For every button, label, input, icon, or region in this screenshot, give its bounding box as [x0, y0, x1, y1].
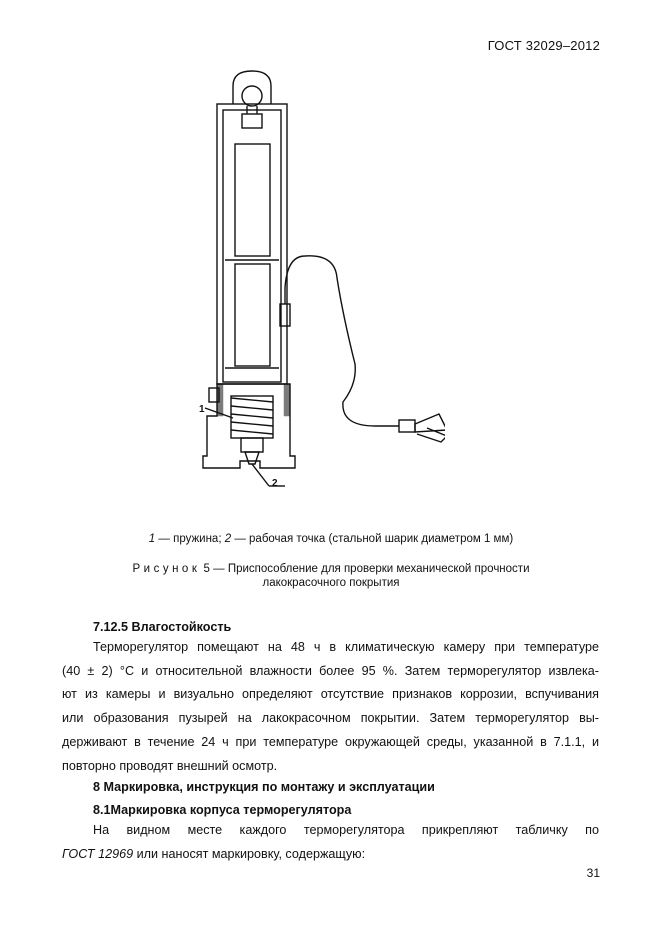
- paragraph-line: [62, 843, 599, 867]
- caption-prefix: Рисунок: [132, 563, 201, 575]
- legend-key-2: 2: [224, 533, 232, 545]
- legend-text-1: — пружина;: [155, 533, 225, 545]
- paragraph-line: ют из камеры и визуально определяют отсутствие признаков коррозии, вспучивания: [62, 687, 599, 702]
- paragraph-line: держивают в течение 24 ч при температуре окружающей среды, указанной в 7.1.1, и: [62, 734, 599, 749]
- legend-key-1: 1: [148, 533, 156, 545]
- alligator-clip: [415, 414, 445, 442]
- outer-tube: [217, 104, 287, 384]
- paragraph-line: Терморегулятор помещают на 48 ч в климатическую камеру при температуре: [93, 640, 599, 654]
- bulb: [242, 86, 262, 106]
- paragraph-text: или наносят маркировку, содержащую:: [133, 846, 366, 861]
- section-heading-8-1: 8.1Маркировка корпуса терморегулятора: [93, 803, 352, 817]
- legend-text-2: — рабочая точка (стальной шарик диаметром 1 мм): [231, 533, 514, 545]
- paragraph-line: или образования пузырей на лакокрасочном покрытии. Затем терморегулятор вы-: [62, 711, 599, 726]
- callout-1: 1: [199, 404, 205, 415]
- section-heading-7-12-5: 7.12.5 Влагостойкость: [93, 620, 232, 634]
- paragraph-line: На видном месте каждого терморегулятора прикрепляют табличку по: [93, 823, 599, 837]
- paragraph-line: повторно проводят внешний осмотр.: [62, 758, 278, 773]
- section-7-12-5-paragraph: [62, 636, 599, 778]
- wire: [285, 256, 399, 426]
- caption-title-line2: лакокрасочного покрытия: [262, 577, 400, 589]
- bulb-cap: [233, 71, 271, 104]
- standard-reference: ГОСТ 12969: [62, 846, 134, 861]
- battery-1: [235, 144, 270, 256]
- apparatus-drawing: [195, 66, 445, 496]
- spring: [231, 398, 273, 434]
- document-header: ГОСТ 32029–2012: [487, 38, 600, 53]
- figure-legend: [0, 533, 662, 545]
- caption-title: 5 — Приспособление для проверки механической прочности: [200, 563, 530, 575]
- section-heading-8: 8 Маркировка, инструкция по монтажу и эксплуатации: [93, 780, 435, 794]
- page-number: 31: [586, 866, 600, 880]
- section-8-1-paragraph: [62, 819, 599, 866]
- battery-2: [235, 264, 270, 366]
- figure-caption: [0, 562, 662, 590]
- paragraph-line: (40 ± 2) °С и относительной влажности более 95 %. Затем терморегулятор извлека-: [62, 663, 599, 678]
- callout-2: 2: [272, 478, 278, 489]
